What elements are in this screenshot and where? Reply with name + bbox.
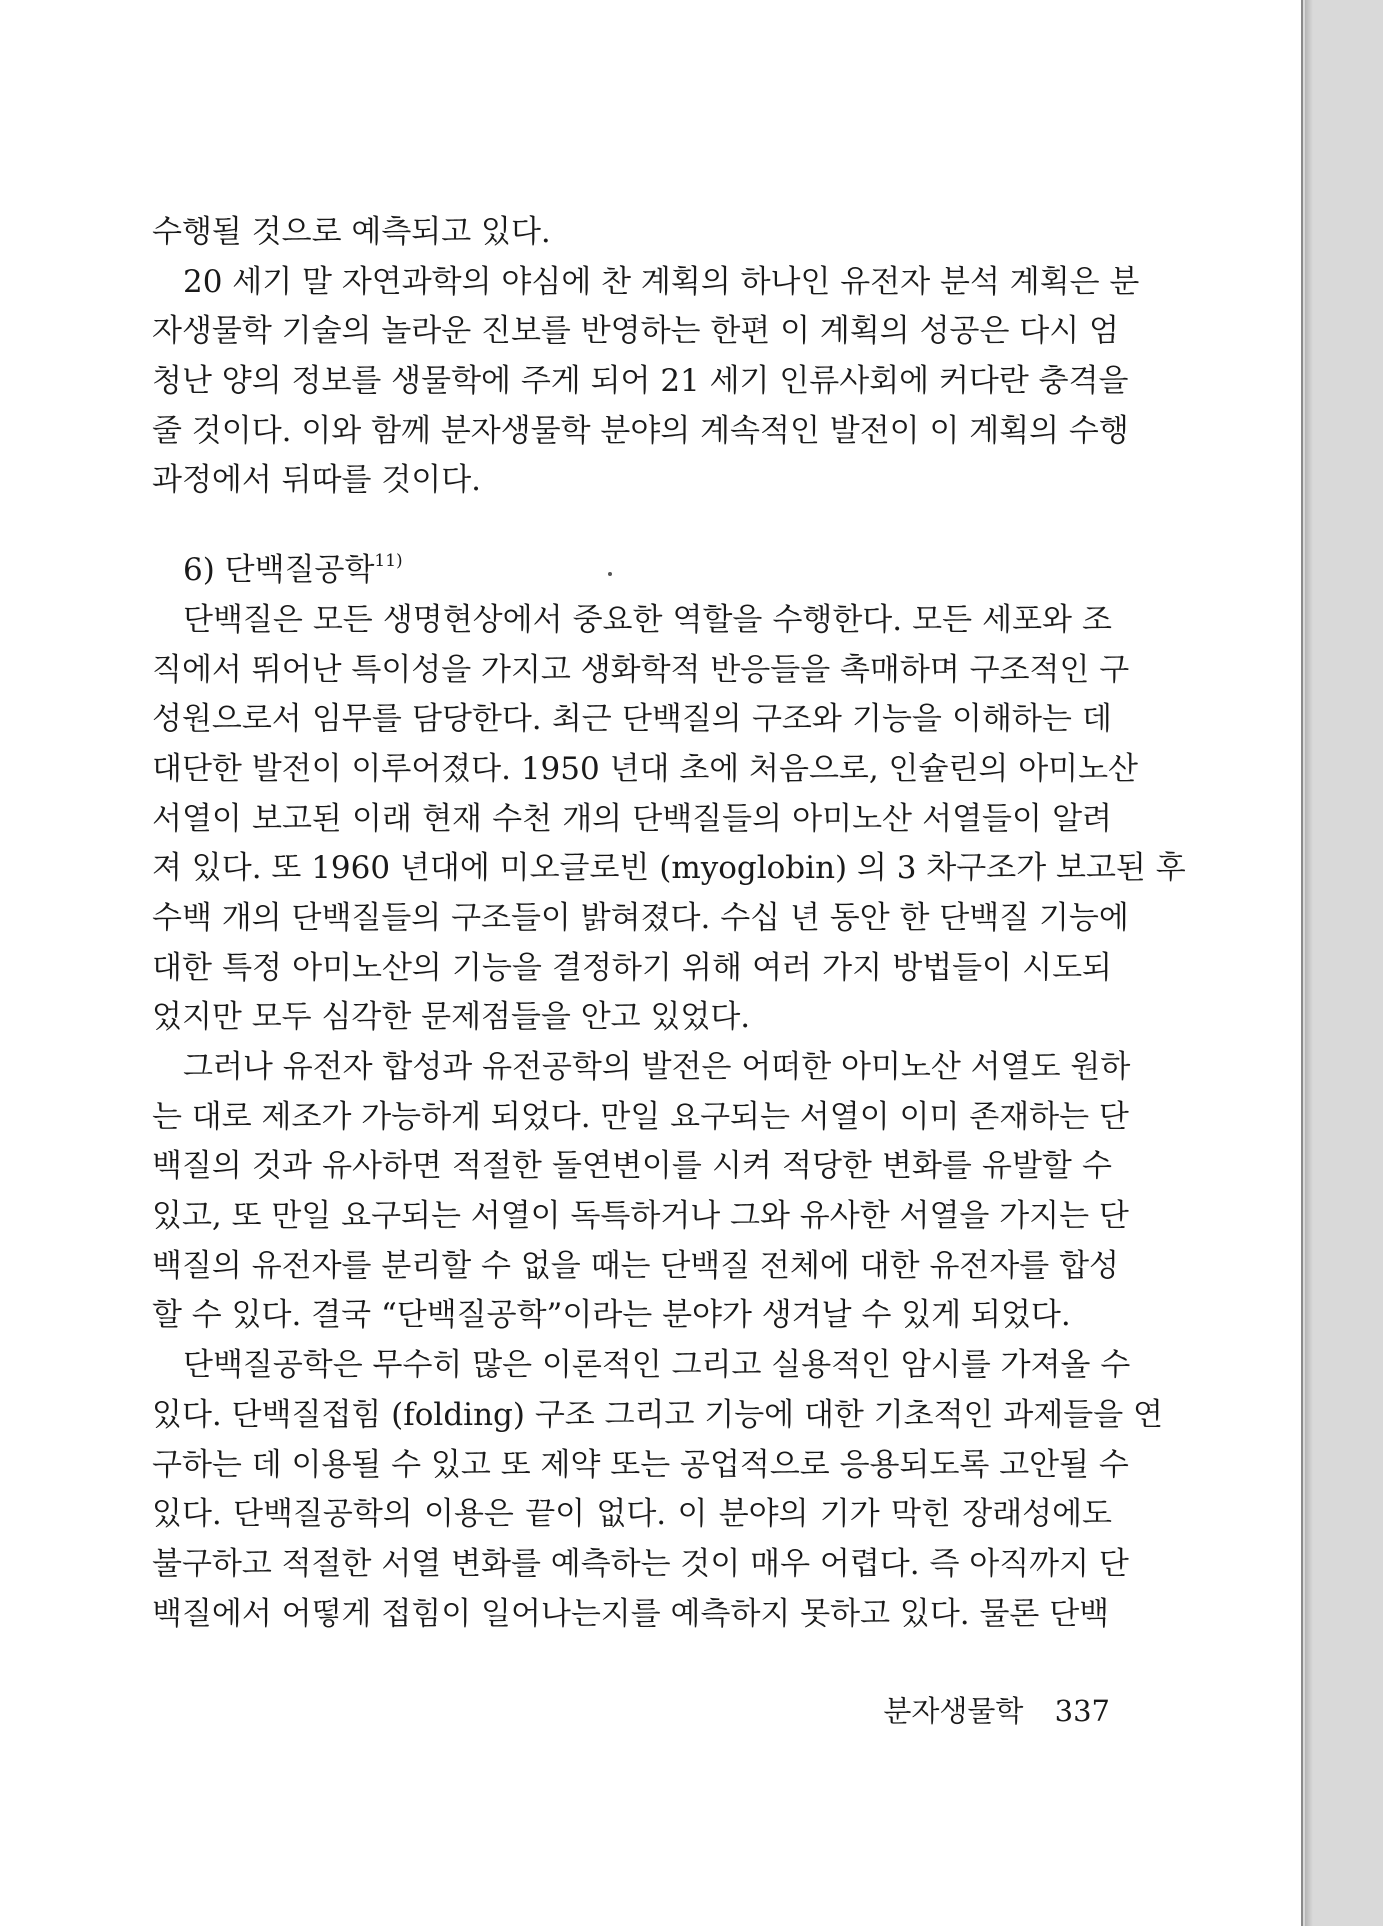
- text-line: 대단한 발전이 이루어졌다. 1950 년대 초에 처음으로, 인슐린의 아미노산: [152, 750, 1138, 787]
- text-line: 있다. 단백질접힘 (folding) 구조 그리고 기능에 대한 기초적인 과제들을 연: [152, 1396, 1163, 1433]
- text-line: 었지만 모두 심각한 문제점들을 안고 있었다.: [152, 999, 751, 1036]
- section-heading: [152, 546, 1112, 596]
- section-heading-text: 6) 단백질공학: [183, 552, 375, 589]
- text-line: 있다. 단백질공학의 이용은 끝이 없다. 이 분야의 기가 막힌 장래성에도: [152, 1496, 1112, 1533]
- text-line: 수행될 것으로 예측되고 있다.: [152, 214, 551, 250]
- text-line: 불구하고 적절한 서열 변화를 예측하는 것이 매우 어렵다. 즉 아직까지 단: [152, 1545, 1129, 1582]
- running-title: 분자생물학: [883, 1694, 1024, 1728]
- text-line: 수백 개의 단백질들의 구조들이 밝혀졌다. 수십 년 동안 한 단백질 기능에: [152, 899, 1129, 936]
- page-edge-shadow: [1305, 0, 1313, 1926]
- footnote-mark: 11): [374, 551, 403, 572]
- page-number: 337: [1054, 1694, 1110, 1728]
- page-footer: [870, 1686, 1110, 1736]
- section-gap: [152, 506, 1112, 546]
- text-line: 있고, 또 만일 요구되는 서열이 독특하거나 그와 유사한 서열을 가지는 단: [152, 1198, 1129, 1235]
- text-line: 백질의 것과 유사하면 적절한 돌연변이를 시켜 적당한 변화를 유발할 수: [152, 1148, 1112, 1185]
- text-line: 자생물학 기술의 놀라운 진보를 반영하는 한편 이 계획의 성공은 다시 엄: [152, 313, 1119, 350]
- text-line: 대한 특정 아미노산의 기능을 결정하기 위해 여러 가지 방법들이 시도되: [152, 949, 1112, 986]
- text-line: 구하는 데 이용될 수 있고 또 제약 또는 공업적으로 응용되도록 고안될 수: [152, 1446, 1129, 1483]
- text-line: 줄 것이다. 이와 함께 분자생물학 분야의 계속적인 발전이 이 계획의 수행: [152, 412, 1129, 449]
- text-line: 서열이 보고된 이래 현재 수천 개의 단백질들의 아미노산 서열들이 알려: [152, 800, 1112, 837]
- text-line: 성원으로서 임무를 담당한다. 최근 단백질의 구조와 기능을 이해하는 데: [152, 701, 1112, 738]
- text-line: 청난 양의 정보를 생물학에 주게 되어 21 세기 인류사회에 커다란 충격을: [152, 363, 1129, 400]
- text-line: 단백질공학은 무수히 많은 이론적인 그리고 실용적인 암시를 가져올 수: [183, 1347, 1131, 1384]
- text-line: 백질의 유전자를 분리할 수 없을 때는 단백질 전체에 대한 유전자를 합성: [152, 1247, 1119, 1284]
- text-line: 져 있다. 또 1960 년대에 미오글로빈 (myoglobin) 의 3 차구조가 보고된 후: [152, 850, 1186, 887]
- text-line: 단백질은 모든 생명현상에서 중요한 역할을 수행한다. 모든 세포와 조: [183, 601, 1112, 638]
- text-line: 할 수 있다. 결국 “단백질공학”이라는 분야가 생겨날 수 있게 되었다.: [152, 1297, 1071, 1334]
- scan-speck: [608, 572, 612, 576]
- text-line: 직에서 뛰어난 특이성을 가지고 생화학적 반응들을 촉매하며 구조적인 구: [152, 651, 1130, 688]
- page-body: [152, 208, 1186, 1639]
- text-line: 과정에서 뒤따를 것이다.: [152, 462, 482, 499]
- text-line: 는 대로 제조가 가능하게 되었다. 만일 요구되는 서열이 이미 존재하는 단: [152, 1098, 1129, 1135]
- text-line: 20 세기 말 자연과학의 야심에 찬 계획의 하나인 유전자 분석 계획은 분: [183, 263, 1140, 300]
- text-line: 백질에서 어떻게 접힘이 일어나는지를 예측하지 못하고 있다. 물론 단백: [152, 1595, 1110, 1632]
- text-line: 그러나 유전자 합성과 유전공학의 발전은 어떠한 아미노산 서열도 원하: [183, 1049, 1131, 1085]
